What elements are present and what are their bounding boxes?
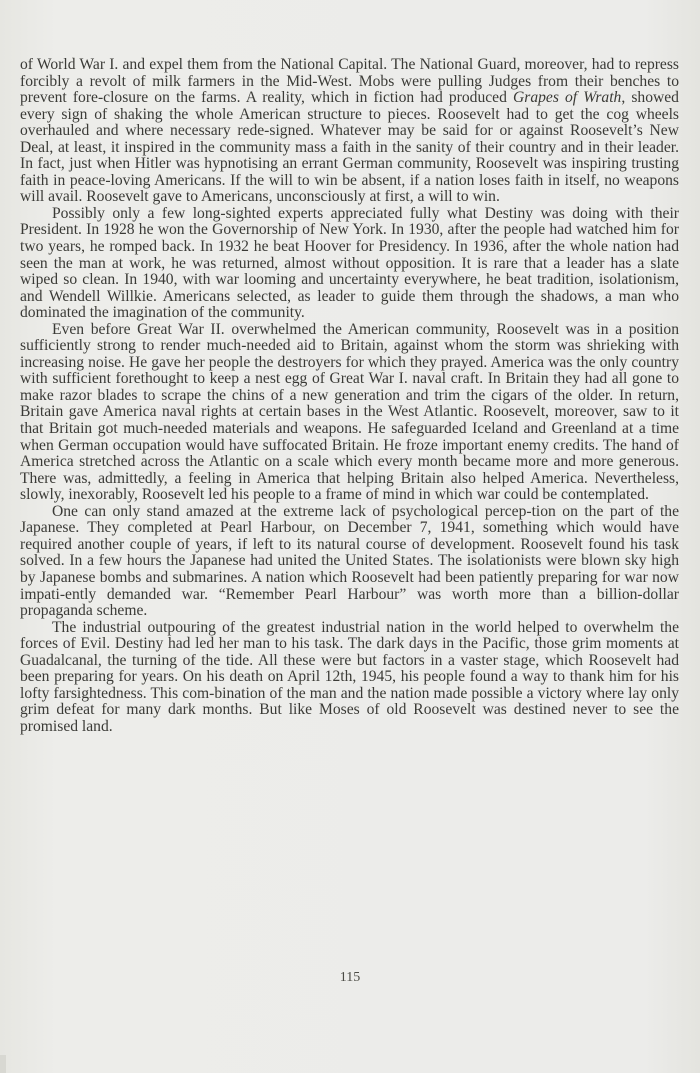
page-number: 115 <box>339 970 361 985</box>
paragraph-3: Even before Great War II. overwhelmed the American community, Roosevelt was in a position sufficiently strong to render much-needed aid to Britain, against whom the storm was shrieking with increasing noise. He gave her people the destroyers for which they prayed. America was the only country with sufficient forethought to keep a nest egg of Great War I. naval craft. In Britain they had all gone to make razor blades to scrape the chins of a new generation and trim the cigars of the older. In return, Britain gave America naval rights at certain bases in the West Atlantic. Roosevelt, moreover, saw to it that Britain got much-needed materials and weapons. He safeguarded Iceland and Greenland at a time when German occupation would have suffocated Britain. He froze important enemy credits. The hand of America stretched across the Atlantic on a scale which every month became more and more generous. There was, admittedly, a feeling in America that helping Britain also helped America. Nevertheless, slowly, inexorably, Roosevelt led his people to a frame of mind in which war could be contemplated. <box>20 320 679 504</box>
book-title: Grapes of Wrath <box>512 89 622 107</box>
body-text <box>20 57 679 735</box>
paragraph-2: Possibly only a few long-sighted experts appreciated fully what Destiny was doing with their President. In 1928 he won the Governorship of New York. In 1930, after the people had watched him for two years, he romped back. In 1932 he beat Hoover for Presidency. In 1936, after the whole nation had seen the man at work, he was returned, almost without opposition. It is rare that a leader has a slate wiped so clean. In 1940, with war looming and uncertainty everywhere, he beat tradition, isolationism, and Wendell Willkie. Americans selected, as leader to guide them through the shadows, a man who dominated the imagination of the community. <box>20 204 679 322</box>
paragraph-4: One can only stand amazed at the extreme lack of psychological percep-tion on the part of the Japanese. They completed at Pearl Harbour, on December 7, 1941, something which would have required another couple of years, if left to its natural course of development. Roosevelt found his task solved. In a few hours the Japanese had united the United States. The isolationists were blown sky high by Japanese bombs and submarines. A nation which Roosevelt had been patiently preparing for war now impati-ently demanded war. “Remember Pearl Harbour” was worth more than a billion-dollar propaganda scheme. <box>20 502 679 620</box>
scan-edge-mark <box>0 1055 6 1073</box>
paragraph-5: The industrial outpouring of the greatest industrial nation in the world helped to overwhelm the forces of Evil. Destiny had led her man to his task. The dark days in the Pacific, those grim moments at Guadalcanal, the turning of the tide. All these were but factors in a vaster stage, which Roosevelt had been preparing for years. On his death on April 12th, 1945, his people found a way to thank him for his lofty farsightedness. This com-bination of the man and the nation made possible a victory where lay only grim defeat for many dark months. But like Moses of old Roosevelt was destined never to see the promised land. <box>20 618 679 735</box>
paragraph-1: of World War I. and expel them from the National Capital. The National Guard, moreover, had to repress forcibly a revolt of milk farmers in the Mid-West. Mobs were pulling Judges from their benches to prevent fore-closure on the farms. A reality, which in fiction had produced Grapes of Wrath, showed every sign of shaking the whole American structure to pieces. Roosevelt had to get the cog wheels overhauled and where necessary rede-signed. Whatever may be said for or against Roosevelt’s New Deal, at least, it inspired in the community mass a faith in the sanity of their country and in their leader. In fact, just when Hitler was hypnotising an errant German community, Roosevelt was inspiring trusting faith in peace-loving Americans. If the will to win be absent, if a nation loses faith in itself, no weapons will avail. Roosevelt gave to Americans, unconsciously at first, a will to win. <box>20 56 679 206</box>
